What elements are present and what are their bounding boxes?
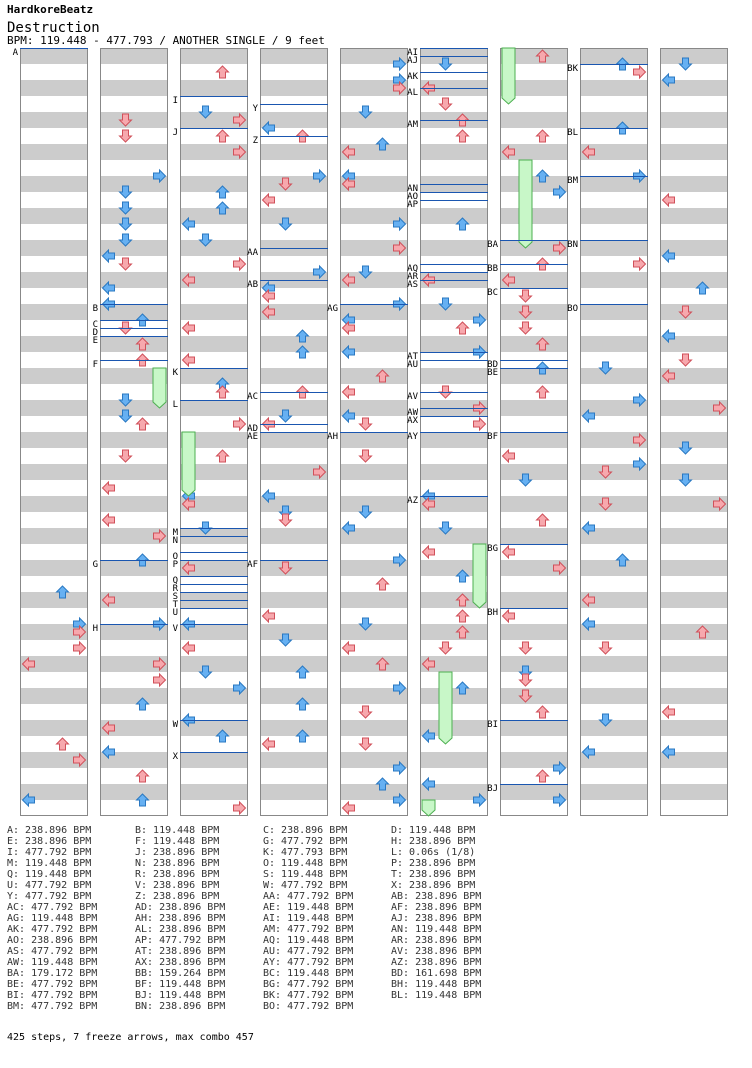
beat-stripe	[100, 560, 168, 576]
beat-stripe	[660, 720, 728, 736]
beat-stripe	[420, 368, 488, 384]
bpm-change-label: BL	[567, 128, 578, 138]
bpm-legend-entry: BI: 477.792 BPM	[7, 990, 98, 1001]
beat-stripe	[500, 496, 568, 512]
bpm-legend-entry: AI: 119.448 BPM	[263, 913, 354, 924]
beat-stripe	[340, 496, 408, 512]
bpm-change-label: U	[172, 608, 178, 618]
beat-stripe	[180, 304, 248, 320]
beat-stripe	[500, 112, 568, 128]
artist-name: HardkoreBeatz	[7, 3, 94, 16]
beat-stripe	[660, 208, 728, 224]
bpm-legend-entry: C: 238.896 BPM	[263, 825, 348, 836]
beat-stripe	[100, 80, 168, 96]
beat-stripe	[100, 48, 168, 64]
beat-stripe	[660, 48, 728, 64]
freeze-arrow	[519, 160, 532, 248]
beat-stripe	[260, 656, 328, 672]
chart-column	[100, 48, 168, 816]
bpm-change-label: P	[172, 560, 178, 570]
beat-stripe	[260, 368, 328, 384]
bpm-legend-entry: AT: 238.896 BPM	[135, 946, 226, 957]
beat-stripe	[180, 176, 248, 192]
bpm-legend-entry: I: 477.792 BPM	[7, 847, 92, 858]
beat-stripe	[660, 624, 728, 640]
bpm-legend-entry: BK: 477.792 BPM	[263, 990, 354, 1001]
bpm-change-label: AF	[247, 560, 258, 570]
beat-stripe	[340, 624, 408, 640]
beat-stripe	[580, 112, 648, 128]
bpm-legend-entry: X: 238.896 BPM	[391, 880, 476, 891]
beat-stripe	[580, 784, 648, 800]
beat-stripe	[500, 368, 568, 384]
beat-stripe	[500, 336, 568, 352]
bpm-change-label: BF	[487, 432, 498, 442]
song-title: Destruction	[7, 20, 100, 36]
beat-stripe	[340, 656, 408, 672]
beat-stripe	[580, 496, 648, 512]
beat-stripe	[660, 464, 728, 480]
bpm-legend-entry: AN: 119.448 BPM	[391, 924, 482, 935]
beat-stripe	[20, 240, 88, 256]
beat-stripe	[420, 624, 488, 640]
beat-stripe	[420, 688, 488, 704]
beat-stripe	[580, 720, 648, 736]
beat-stripe	[660, 688, 728, 704]
bpm-change-label: R	[172, 584, 178, 594]
bpm-legend-entry: AD: 238.896 BPM	[135, 902, 226, 913]
bpm-legend-entry: E: 238.896 BPM	[7, 836, 92, 847]
bpm-legend-entry: W: 477.792 BPM	[263, 880, 348, 891]
bpm-change-label: H	[92, 624, 98, 634]
bpm-change-label: N	[172, 536, 178, 546]
bpm-change-label: V	[172, 624, 178, 634]
freeze-arrow	[182, 432, 195, 496]
beat-stripe	[260, 624, 328, 640]
bpm-legend-entry: BA: 179.172 BPM	[7, 968, 98, 979]
beat-stripe	[580, 336, 648, 352]
bpm-legend-entry: V: 238.896 BPM	[135, 880, 220, 891]
beat-stripe	[660, 144, 728, 160]
beat-stripe	[500, 464, 568, 480]
chart-column	[20, 48, 88, 816]
bpm-legend-entry: AP: 477.792 BPM	[135, 935, 226, 946]
bpm-legend-entry: AF: 238.896 BPM	[391, 902, 482, 913]
bpm-legend-entry: AU: 477.792 BPM	[263, 946, 354, 957]
beat-stripe	[100, 496, 168, 512]
beat-stripe	[260, 48, 328, 64]
bpm-change-label: AU	[407, 360, 418, 370]
chart-column	[660, 48, 728, 816]
bpm-legend-entry: AQ: 119.448 BPM	[263, 935, 354, 946]
beat-stripe	[660, 432, 728, 448]
beat-stripe	[500, 304, 568, 320]
bpm-change-label: BB	[487, 264, 498, 274]
beat-stripe	[20, 112, 88, 128]
beat-stripe	[580, 80, 648, 96]
beat-stripe	[260, 528, 328, 544]
beat-stripe	[260, 752, 328, 768]
beat-stripe	[660, 112, 728, 128]
beat-stripe	[660, 592, 728, 608]
beat-stripe	[420, 752, 488, 768]
bpm-change-label: AO	[407, 192, 418, 202]
beat-stripe	[100, 144, 168, 160]
bpm-legend-entry: AZ: 238.896 BPM	[391, 957, 482, 968]
bpm-legend-entry: T: 238.896 BPM	[391, 869, 476, 880]
bpm-change-label: AZ	[407, 496, 418, 506]
beat-stripe	[420, 528, 488, 544]
bpm-change-label: F	[92, 360, 98, 370]
beat-stripe	[180, 368, 248, 384]
bpm-change-label: AL	[407, 88, 418, 98]
bpm-legend-entry: D: 119.448 BPM	[391, 825, 476, 836]
beat-stripe	[340, 112, 408, 128]
bpm-legend-entry: BE: 477.792 BPM	[7, 979, 98, 990]
bpm-change-label: W	[172, 720, 178, 730]
bpm-legend-entry: AK: 477.792 BPM	[7, 924, 98, 935]
bpm-change-label: AW	[407, 408, 418, 418]
bpm-legend-entry: Y: 477.792 BPM	[7, 891, 92, 902]
bpm-legend-entry: BJ: 119.448 BPM	[135, 990, 226, 1001]
beat-stripe	[580, 560, 648, 576]
bpm-legend-entry: K: 477.793 BPM	[263, 847, 348, 858]
bpm-change-label: Z	[252, 136, 258, 146]
bpm-legend-entry: S: 119.448 BPM	[263, 869, 348, 880]
beat-stripe	[180, 752, 248, 768]
bpm-legend-entry: BF: 119.448 BPM	[135, 979, 226, 990]
beat-stripe	[420, 144, 488, 160]
bpm-legend-entry: A: 238.896 BPM	[7, 825, 92, 836]
bpm-change-label: X	[172, 752, 178, 762]
bpm-legend-entry: F: 119.448 BPM	[135, 836, 220, 847]
bpm-legend-entry: BC: 119.448 BPM	[263, 968, 354, 979]
bpm-change-label: AI	[407, 48, 418, 58]
beat-stripe	[260, 144, 328, 160]
bpm-change-label: AT	[407, 352, 418, 362]
freeze-arrow	[473, 544, 486, 608]
bpm-change-label: AB	[247, 280, 258, 290]
bpm-legend-entry: N: 238.896 BPM	[135, 858, 220, 869]
beat-stripe	[340, 592, 408, 608]
beat-stripe	[500, 400, 568, 416]
beat-stripe	[660, 656, 728, 672]
bpm-legend-entry: AL: 238.896 BPM	[135, 924, 226, 935]
freeze-arrow	[502, 48, 515, 104]
beat-stripe	[20, 464, 88, 480]
bpm-legend-entry: AG: 119.448 BPM	[7, 913, 98, 924]
beat-stripe	[20, 720, 88, 736]
bpm-legend-entry: AO: 238.896 BPM	[7, 935, 98, 946]
beat-stripe	[580, 240, 648, 256]
beat-stripe	[340, 464, 408, 480]
beat-stripe	[260, 400, 328, 416]
bpm-change-label: AX	[407, 416, 418, 426]
beat-stripe	[20, 80, 88, 96]
beat-stripe	[660, 304, 728, 320]
beat-stripe	[420, 464, 488, 480]
bpm-legend-entry: BL: 119.448 BPM	[391, 990, 482, 1001]
bpm-change-label: K	[172, 368, 178, 378]
bpm-change-label: AV	[407, 392, 418, 402]
beat-stripe	[20, 272, 88, 288]
beat-stripe	[100, 784, 168, 800]
beat-stripe	[260, 336, 328, 352]
bpm-change-label: O	[172, 552, 178, 562]
beat-stripe	[20, 528, 88, 544]
beat-stripe	[340, 720, 408, 736]
beat-stripe	[660, 272, 728, 288]
beat-stripe	[180, 400, 248, 416]
bpm-change-label: AK	[407, 72, 418, 82]
beat-stripe	[20, 144, 88, 160]
bpm-legend-entry: AY: 477.792 BPM	[263, 957, 354, 968]
bpm-change-label: AR	[407, 272, 418, 282]
beat-stripe	[580, 272, 648, 288]
bpm-change-label: L	[172, 400, 178, 410]
bpm-change-label: AJ	[407, 56, 418, 66]
bpm-change-label: AD	[247, 424, 258, 434]
bpm-legend-entry: L: 0.06s (1/8)	[391, 847, 476, 858]
beat-stripe	[500, 208, 568, 224]
beat-stripe	[260, 784, 328, 800]
beat-stripe	[260, 592, 328, 608]
bpm-legend-entry: AR: 238.896 BPM	[391, 935, 482, 946]
bpm-legend-entry: AX: 238.896 BPM	[135, 957, 226, 968]
beat-stripe	[20, 176, 88, 192]
bpm-change-label: BN	[567, 240, 578, 250]
bpm-legend-entry: P: 238.896 BPM	[391, 858, 476, 869]
beat-stripe	[20, 368, 88, 384]
beat-stripe	[180, 784, 248, 800]
bpm-change-label: BM	[567, 176, 578, 186]
beat-stripe	[180, 240, 248, 256]
beat-stripe	[660, 528, 728, 544]
beat-stripe	[260, 208, 328, 224]
bpm-change-label: J	[172, 128, 178, 138]
beat-stripe	[500, 688, 568, 704]
bpm-legend-entry: AS: 477.792 BPM	[7, 946, 98, 957]
bpm-legend-entry: BM: 477.792 BPM	[7, 1001, 98, 1012]
chart-column	[580, 48, 648, 816]
bpm-change-label: AY	[407, 432, 418, 442]
bpm-change-label: AC	[247, 392, 258, 402]
bpm-change-label: AS	[407, 280, 418, 290]
bpm-legend-entry: B: 119.448 BPM	[135, 825, 220, 836]
bpm-change-label: BA	[487, 240, 498, 250]
bpm-legend-entry: U: 477.792 BPM	[7, 880, 92, 891]
bpm-legend-entry: M: 119.448 BPM	[7, 858, 92, 869]
bpm-legend-entry: BO: 477.792 BPM	[263, 1001, 354, 1012]
bpm-legend-entry: AV: 238.896 BPM	[391, 946, 482, 957]
bpm-legend-entry: Q: 119.448 BPM	[7, 869, 92, 880]
bpm-legend-entry: BD: 161.698 BPM	[391, 968, 482, 979]
bpm-legend-entry: AW: 119.448 BPM	[7, 957, 98, 968]
beat-stripe	[180, 336, 248, 352]
bpm-change-label: D	[92, 328, 98, 338]
beat-stripe	[260, 432, 328, 448]
beat-stripe	[20, 400, 88, 416]
beat-stripe	[660, 784, 728, 800]
freeze-arrow	[153, 368, 166, 408]
beat-stripe	[20, 560, 88, 576]
bpm-change-label: BC	[487, 288, 498, 298]
chart-summary: 425 steps, 7 freeze arrows, max combo 457	[7, 1032, 254, 1043]
bpm-change-label: M	[172, 528, 178, 538]
beat-stripe	[420, 432, 488, 448]
beat-stripe	[500, 432, 568, 448]
beat-stripe	[20, 688, 88, 704]
beat-stripe	[180, 48, 248, 64]
bpm-legend-entry: BH: 119.448 BPM	[391, 979, 482, 990]
beat-stripe	[100, 464, 168, 480]
bpm-change-label: Q	[172, 576, 178, 586]
bpm-legend-entry: R: 238.896 BPM	[135, 869, 220, 880]
beat-stripe	[660, 560, 728, 576]
bpm-change-label: T	[172, 600, 178, 610]
beat-stripe	[100, 432, 168, 448]
bpm-legend-entry: AC: 477.792 BPM	[7, 902, 98, 913]
bpm-change-label: AN	[407, 184, 418, 194]
beat-stripe	[420, 240, 488, 256]
beat-stripe	[20, 48, 88, 64]
beat-stripe	[20, 592, 88, 608]
bpm-change-label: BE	[487, 368, 498, 378]
bpm-legend-entry: AJ: 238.896 BPM	[391, 913, 482, 924]
beat-stripe	[580, 208, 648, 224]
beat-stripe	[500, 720, 568, 736]
beat-stripe	[580, 48, 648, 64]
bpm-legend-entry: O: 119.448 BPM	[263, 858, 348, 869]
bpm-change-label: Y	[252, 104, 258, 114]
beat-stripe	[260, 688, 328, 704]
bpm-legend-entry: H: 238.896 BPM	[391, 836, 476, 847]
beat-stripe	[180, 656, 248, 672]
beat-stripe	[260, 80, 328, 96]
bpm-change-label: AP	[407, 200, 418, 210]
beat-stripe	[500, 528, 568, 544]
beat-stripe	[100, 688, 168, 704]
beat-stripe	[580, 688, 648, 704]
bpm-change-label: C	[92, 320, 98, 330]
bpm-change-label: BD	[487, 360, 498, 370]
bpm-change-label: G	[92, 560, 98, 570]
bpm-legend-entry: AM: 477.792 BPM	[263, 924, 354, 935]
bpm-change-label: BJ	[487, 784, 498, 794]
beat-stripe	[20, 208, 88, 224]
beat-stripe	[180, 80, 248, 96]
beat-stripe	[260, 720, 328, 736]
chart-meta: BPM: 119.448 - 477.793 / ANOTHER SINGLE / 9 feet	[7, 34, 325, 47]
bpm-change-label: AH	[327, 432, 338, 442]
beat-stripe	[340, 368, 408, 384]
bpm-legend-entry: AB: 238.896 BPM	[391, 891, 482, 902]
beat-stripe	[500, 656, 568, 672]
beat-stripe	[100, 336, 168, 352]
bpm-change-label: BK	[567, 64, 578, 74]
beat-stripe	[20, 336, 88, 352]
beat-stripe	[100, 112, 168, 128]
beat-stripe	[580, 368, 648, 384]
freeze-arrow	[439, 672, 452, 744]
bpm-legend-entry: G: 477.792 BPM	[263, 836, 348, 847]
beat-stripe	[20, 304, 88, 320]
bpm-change-label: BO	[567, 304, 578, 314]
bpm-change-label: B	[92, 304, 98, 314]
bpm-change-label: AG	[327, 304, 338, 314]
bpm-legend-entry: BN: 238.896 BPM	[135, 1001, 226, 1012]
bpm-change-label: AM	[407, 120, 418, 130]
bpm-change-label: BI	[487, 720, 498, 730]
beat-stripe	[500, 592, 568, 608]
bpm-change-label: BG	[487, 544, 498, 554]
bpm-legend-entry: Z: 238.896 BPM	[135, 891, 220, 902]
bpm-change-label: S	[172, 592, 178, 602]
bpm-legend-entry: AE: 119.448 BPM	[263, 902, 354, 913]
bpm-legend-entry: AA: 477.792 BPM	[263, 891, 354, 902]
beat-stripe	[20, 432, 88, 448]
bpm-change-label: A	[12, 48, 18, 58]
bpm-legend-entry: J: 238.896 BPM	[135, 847, 220, 858]
beat-stripe	[660, 176, 728, 192]
bpm-change-label: AA	[247, 248, 258, 258]
beat-stripe	[20, 496, 88, 512]
beat-stripe	[500, 624, 568, 640]
bpm-legend-entry: AH: 238.896 BPM	[135, 913, 226, 924]
bpm-change-label: I	[172, 96, 178, 106]
beat-stripe	[580, 304, 648, 320]
bpm-legend-entry: BG: 477.792 BPM	[263, 979, 354, 990]
beat-stripe	[100, 208, 168, 224]
beat-stripe	[580, 656, 648, 672]
bpm-change-label: E	[92, 336, 98, 346]
bpm-change-label: BH	[487, 608, 498, 618]
bpm-change-label: AQ	[407, 264, 418, 274]
beat-stripe	[340, 432, 408, 448]
beat-stripe	[420, 208, 488, 224]
beat-stripe	[260, 560, 328, 576]
bpm-change-label: AE	[247, 432, 258, 442]
bpm-legend-entry: BB: 159.264 BPM	[135, 968, 226, 979]
